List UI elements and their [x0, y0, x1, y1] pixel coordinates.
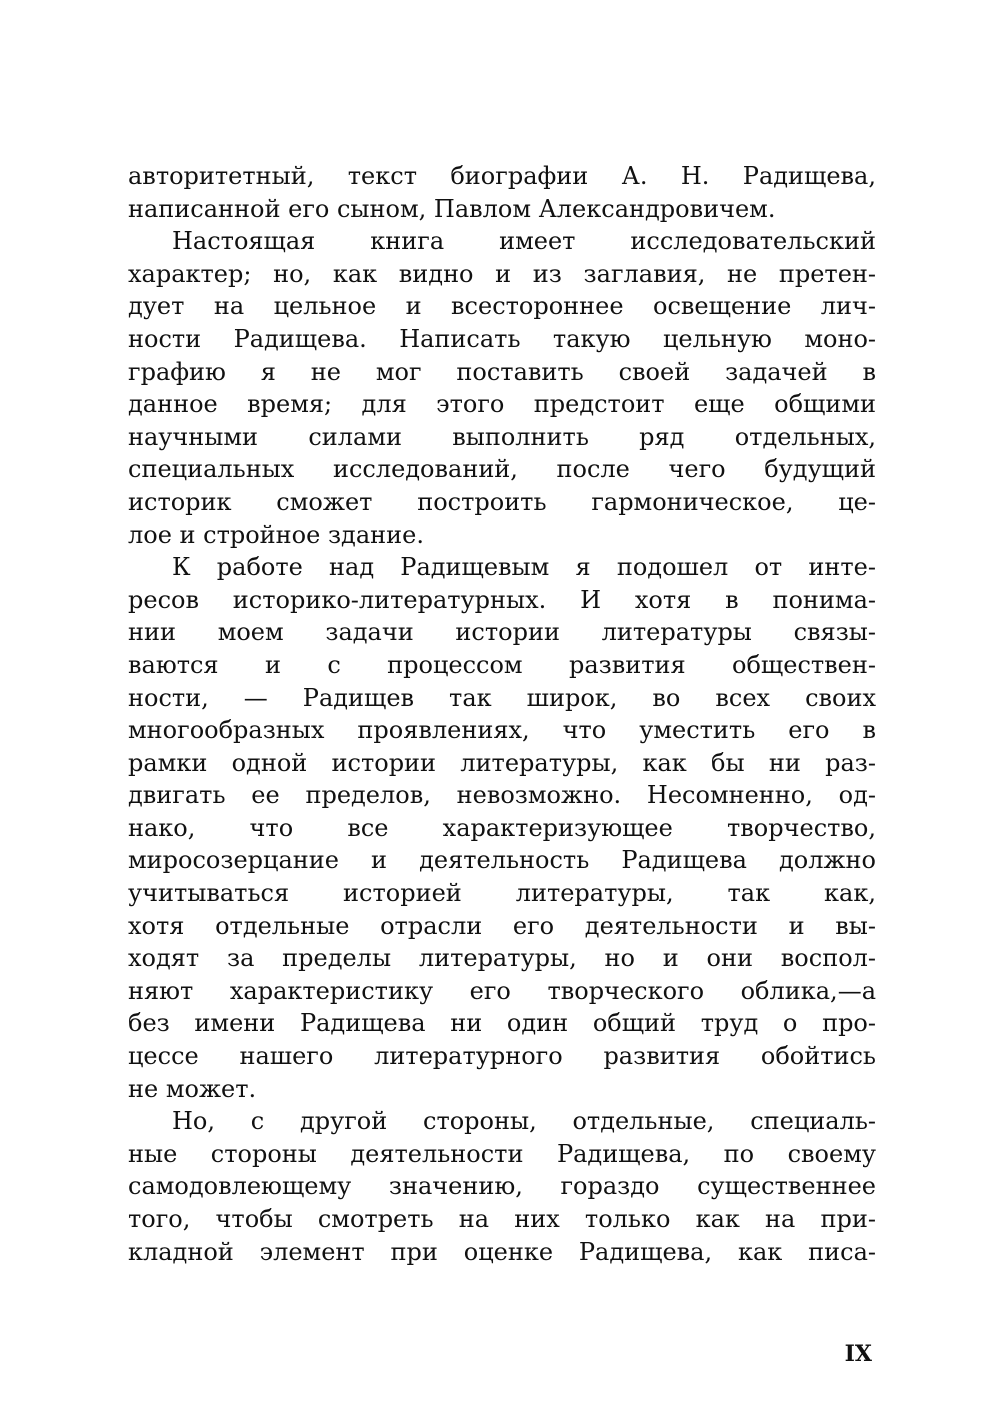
text-line: без имени Радищева ни один общий труд о про- — [128, 1009, 876, 1038]
text-line: ходят за пределы литературы, но и они воспол- — [128, 944, 876, 973]
text-line: ности Радищева. Написать такую цельную моно- — [128, 324, 876, 353]
text-line: дует на цельное и всестороннее освещение лич- — [128, 292, 876, 321]
text-line: лое и стройное здание. — [128, 520, 424, 549]
text-line: рамки одной истории литературы, как бы ни раз- — [128, 748, 876, 777]
paragraph-start-line: Но, с другой стороны, отдельные, специаль- — [172, 1107, 876, 1136]
text-line: авторитетный, текст биографии А. Н. Радищева, — [128, 162, 876, 190]
text-line: ваются и с процессом развития обществен- — [128, 650, 876, 679]
text-line: двигать ее пределов, невозможно. Несомненно, од- — [128, 781, 876, 810]
text-line: ресов историко-литературных. И хотя в понима- — [128, 585, 876, 614]
text-line: цессе нашего литературного развития обойтись — [128, 1042, 876, 1071]
text-line: данное время; для этого предстоит еще общими — [128, 390, 876, 419]
page-number: IX — [844, 1341, 872, 1367]
text-line: многообразных проявлениях, что уместить его в — [128, 716, 876, 745]
body-text — [128, 160, 876, 1268]
text-line: научными силами выполнить ряд отдельных, — [128, 422, 876, 451]
text-line: миросозерцание и деятельность Радищева должно — [128, 846, 876, 875]
text-line: не может. — [128, 1074, 257, 1103]
text-line: характер; но, как видно и из заглавия, не претен- — [128, 259, 876, 288]
paragraph-start-line: Настоящая книга имеет исследовательский — [172, 227, 876, 256]
text-line: кладной элемент при оценке Радищева, как писа- — [128, 1237, 876, 1266]
text-line: самодовлеющему значению, гораздо существеннее — [128, 1172, 876, 1201]
text-line: нако, что все характеризующее творчество, — [128, 813, 876, 842]
text-line: написанной его сыном, Павлом Александровичем. — [128, 194, 776, 223]
text-line: няют характеристику его творческого облика,—а — [128, 976, 876, 1005]
paragraph-start-line: К работе над Радищевым я подошел от инте- — [172, 553, 876, 582]
text-line: специальных исследований, после чего будущий — [128, 455, 876, 484]
text-line: того, чтобы смотреть на них только как на при- — [128, 1205, 876, 1233]
text-line: хотя отдельные отрасли его деятельности и вы- — [128, 911, 876, 940]
text-line: ности, — Радищев так широк, во всех своих — [128, 683, 876, 712]
text-line: ные стороны деятельности Радищева, по своему — [128, 1139, 876, 1168]
text-line: нии моем задачи истории литературы связы- — [128, 618, 876, 647]
text-line: историк сможет построить гармоническое, це- — [128, 487, 876, 516]
text-line: графию я не мог поставить своей задачей в — [128, 357, 876, 386]
text-line: учитываться историей литературы, так как, — [128, 879, 876, 908]
